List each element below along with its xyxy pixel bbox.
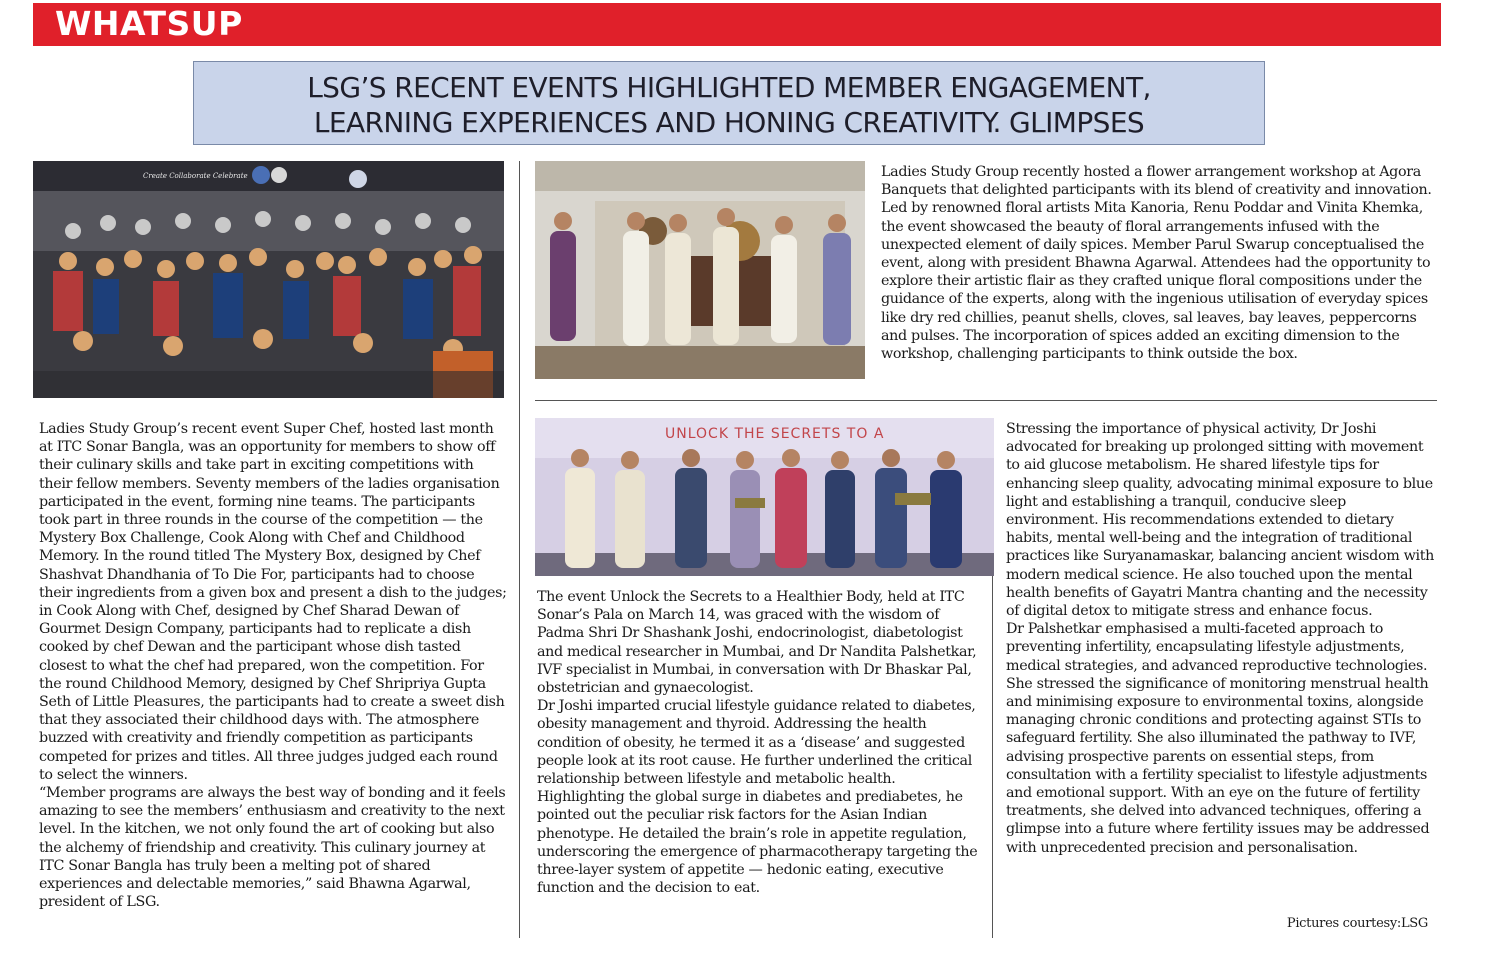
- headline: [194, 70, 1264, 140]
- health-banner-text: UNLOCK THE SECRETS TO A: [665, 426, 885, 442]
- health-paragraph-4: Dr Palshetkar emphasised a multi-faceted approach to preventing infertility, encapsulating lifestyle adjustments, medical strategies, and advanced reproductive technologies. She stressed the significance of monitoring menstrual health and minimising exposure to environmental toxins, alongside managing chronic conditions and protecting against STIs to safeguard fertility. She also illuminated the pathway to IVF, advising prospective parents on essential steps, from consultation with a fertility specialist to lifestyle adjustments and emotional support. With an eye on the future of fertility treatments, she delved into advanced techniques, offering a glimpse into a future where fertility issues may be addressed with unprecedented precision and personalisation.: [1006, 621, 1430, 856]
- headline-box: [193, 61, 1265, 145]
- super-chef-group-photo: [33, 161, 504, 398]
- health-paragraph-2: Dr Joshi imparted crucial lifestyle guidance related to diabetes, obesity management and thyroid. Addressing the health condition of obesity, he termed it as a ‘disease’ and suggested people look at its root cause. He further underlined the critical relationship between lifestyle and metabolic health. Highlighting the global surge in diabetes and prediabetes, he pointed out the peculiar risk factors for the Asian Indian phenotype. He detailed the brain’s role in appetite regulation, underscoring the emergence of pharmacotherapy targeting the three-layer system of appetite — hedonic eating, executive function and the decision to eat.: [537, 698, 978, 897]
- health-event-photo: [535, 418, 994, 576]
- section-banner: [33, 3, 1441, 46]
- headline-line-2: LEARNING EXPERIENCES AND HONING CREATIVITY. GLIMPSES: [313, 106, 1145, 139]
- flower-workshop-photo: [535, 161, 865, 379]
- health-article-right: [1006, 420, 1434, 857]
- health-paragraph-1: The event Unlock the Secrets to a Healthier Body, held at ITC Sonar’s Pala on March 14, was graced with the wisdom of Padma Shri Dr Shashank Joshi, endocrinologist, diabetologist and medical researcher in Mumbai, and Dr Nandita Palshetkar, IVF specialist in Mumbai, in conversation with Dr Bhaskar Pal, obstetrician and gynaecologist.: [537, 589, 977, 697]
- super-chef-paragraph-2: “Member programs are always the best way of bonding and it feels amazing to see the members’ enthusiasm and creativity to the next level. In the kitchen, we not only found the art of cooking but also the alchemy of friendship and creativity. This culinary journey at ITC Sonar Bangla has truly been a melting pot of shared experiences and delectable memories,” said Bhawna Agarwal, president of LSG.: [39, 785, 506, 911]
- headline-line-1: LSG’S RECENT EVENTS HIGHLIGHTED MEMBER ENGAGEMENT,: [307, 71, 1151, 104]
- section-rule: [535, 400, 1437, 401]
- super-chef-paragraph-1: Ladies Study Group’s recent event Super Chef, hosted last month at ITC Sonar Bangla, was an opportunity for members to show off their culinary skills and take part in exciting competitions with their fellow members. Seventy members of the ladies organisation participated in the event, forming nine teams. The participants took part in three rounds in the course of the competition — the Mystery Box Challenge, Cook Along with Chef and Childhood Memory. In the round titled The Mystery Box, designed by Chef Shashvat Dhandhania of To Die For, participants had to choose their ingredients from a given box and present a dish to the judges; in Cook Along with Chef, designed by Chef Sharad Dewan of Gourmet Design Company, participants had to replicate a dish cooked by chef Dewan and the participant whose dish tasted closest to what the chef had prepared, won the competition. For the round Childhood Memory, designed by Chef Shripriya Gupta Seth of Little Pleasures, the participants had to create a sweet dish that they associated their childhood days with. The atmosphere buzzed with creativity and friendly competition as participants competed for prizes and titles. All three judges judged each round to select the winners.: [39, 421, 507, 783]
- health-article-middle: [537, 588, 983, 897]
- super-chef-banner-text: Create Collaborate Celebrate: [143, 172, 248, 180]
- health-paragraph-3: Stressing the importance of physical activity, Dr Joshi advocated for breaking up prolonged sitting with movement to aid glucose metabolism. He shared lifestyle tips for enhancing sleep quality, advocating minimal exposure to blue light and establishing a tranquil, conducive sleep environment. His recommendations extended to dietary habits, mental well-being and the integration of traditional practices like Suryanamaskar, balancing ancient wisdom with modern medical science. He also touched upon the mental health benefits of Gayatri Mantra chanting and the necessity of digital detox to mitigate stress and enhance focus.: [1006, 421, 1434, 620]
- photo-credit: Pictures courtesy:LSG: [1286, 916, 1428, 931]
- super-chef-article: [39, 420, 507, 911]
- column-rule-left: [519, 161, 520, 938]
- flower-article-text: Ladies Study Group recently hosted a flower arrangement workshop at Agora Banquets that delighted participants with its blend of creativity and innovation. Led by renowned floral artists Mita Kanoria, Renu Poddar and Vinita Khemka, the event showcased the beauty of floral arrangements infused with the unexpected element of daily spices. Member Parul Swarup conceptualised the event, along with president Bhawna Agarwal. Attendees had the opportunity to explore their artistic flair as they crafted unique floral compositions under the guidance of the experts, along with the ingenious utilisation of everyday spices like dry red chillies, peanut shells, cloves, sal leaves, bay leaves, peppercorns and pulses. The incorporation of spices added an exciting dimension to the workshop, challenging participants to think outside the box.: [881, 164, 1432, 363]
- flower-workshop-article: [881, 163, 1437, 363]
- section-title: WHATSUP: [55, 4, 243, 43]
